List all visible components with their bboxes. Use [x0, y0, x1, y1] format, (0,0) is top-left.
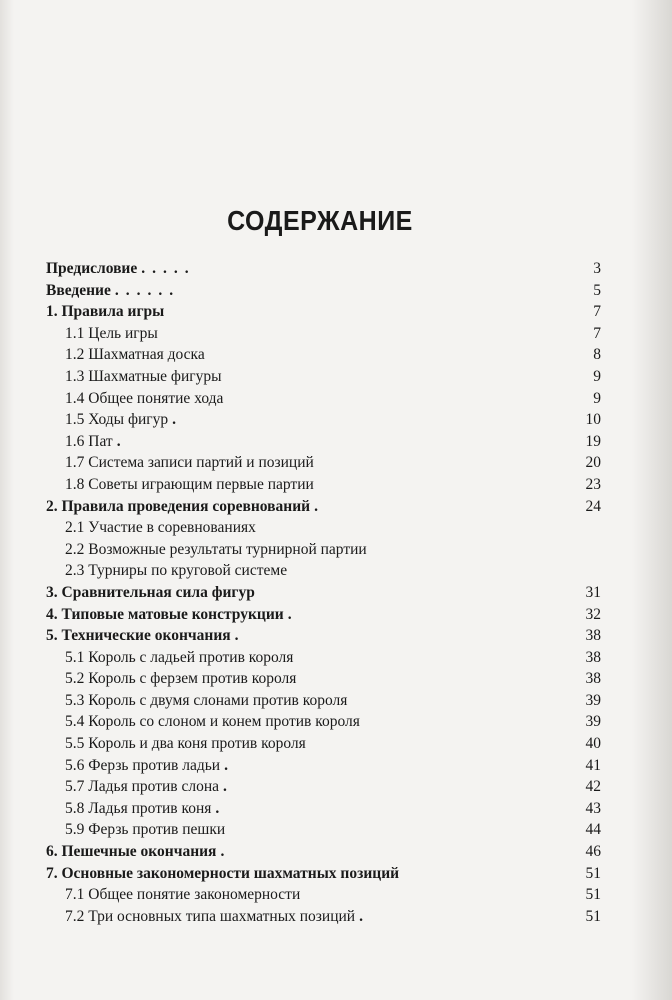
table-of-contents	[46, 258, 601, 927]
toc-page-number: 32	[585, 605, 601, 623]
toc-page-number: 40	[585, 735, 601, 753]
dot-leader: .....	[141, 260, 196, 277]
toc-page-number: 5	[593, 281, 601, 299]
toc-entry-title: 5.8 Ладья против коня	[65, 799, 212, 817]
toc-entry[interactable]	[46, 409, 601, 431]
toc-entry[interactable]	[46, 301, 601, 323]
dot-leader: .	[234, 627, 246, 645]
toc-entry[interactable]	[46, 366, 601, 388]
toc-page-number: 9	[593, 389, 601, 407]
toc-page-number: 8	[593, 346, 601, 364]
toc-entry-title: 1.6 Пат	[65, 432, 113, 450]
toc-entry[interactable]	[46, 884, 601, 906]
toc-page-number: 38	[585, 627, 601, 645]
toc-page-number: 42	[585, 778, 601, 796]
toc-entry-title: 1.2 Шахматная доска	[65, 346, 205, 364]
toc-page-number: 3	[593, 260, 601, 277]
toc-entry[interactable]	[46, 755, 601, 777]
toc-page-number: 20	[585, 454, 601, 472]
toc-entry-title: 5.1 Король с ладьей против короля	[65, 648, 294, 666]
toc-page-number: 51	[585, 907, 601, 925]
toc-entry-title: 6. Пешечные окончания	[46, 843, 217, 861]
toc-page-number: 31	[585, 583, 601, 601]
toc-entry-title: 2. Правила проведения соревнований	[46, 497, 311, 515]
toc-entry-title: 1.3 Шахматные фигуры	[65, 367, 222, 385]
toc-page-number: 39	[585, 691, 601, 709]
dot-leader: .	[215, 799, 227, 817]
toc-entry-title: 2.3 Турниры по круговой системе	[65, 562, 288, 580]
toc-page-number: 10	[585, 411, 601, 429]
toc-entry-title: 1.4 Общее понятие хода	[65, 389, 224, 407]
toc-page-number: 51	[585, 886, 601, 904]
toc-entry[interactable]	[46, 431, 601, 453]
toc-page-number: 44	[585, 821, 601, 839]
toc-page-number: 24	[585, 497, 601, 515]
toc-entry[interactable]	[46, 776, 601, 798]
page-title: СОДЕРЖАНИЕ	[227, 205, 413, 237]
toc-entry-title: 7.1 Общее понятие закономерности	[65, 886, 301, 904]
toc-page-number: 38	[585, 670, 601, 688]
toc-entry-title: 4. Типовые матовые конструкции	[46, 605, 284, 623]
toc-entry-title: 5.5 Король и два коня против короля	[65, 735, 306, 753]
dot-leader: .	[314, 497, 325, 515]
toc-entry-title: 3. Сравнительная сила фигур	[46, 583, 255, 601]
toc-entry-title: 2.2 Возможные результаты турнирной партии	[65, 540, 367, 558]
toc-entry[interactable]	[46, 560, 601, 582]
toc-entry[interactable]	[46, 496, 601, 518]
dot-leader: .	[223, 778, 234, 796]
dot-leader: .	[116, 432, 128, 450]
toc-page-number: 7	[593, 324, 601, 342]
toc-entry-title: 5.4 Король со слоном и конем против короля	[65, 713, 360, 731]
toc-entry-title: 5.9 Ферзь против пешки	[65, 821, 226, 839]
page-edge-shadow-left	[0, 0, 14, 1000]
toc-page-number: 41	[585, 756, 601, 774]
toc-entry[interactable]	[46, 344, 601, 366]
toc-page-number: 23	[585, 475, 601, 493]
toc-page-number: 9	[593, 367, 601, 385]
toc-entry[interactable]	[46, 668, 601, 690]
toc-entry[interactable]	[46, 625, 601, 647]
toc-entry-title: 2.1 Участие в соревнованиях	[65, 519, 256, 537]
toc-page-number: 7	[593, 303, 601, 321]
toc-entry[interactable]	[46, 517, 601, 539]
toc-page-number: 39	[585, 713, 601, 731]
toc-entry[interactable]	[46, 711, 601, 733]
toc-entry[interactable]	[46, 604, 601, 626]
dot-leader: .	[359, 907, 370, 925]
toc-entry-title: 1.8 Советы играющим первые партии	[65, 475, 314, 493]
toc-entry[interactable]	[46, 388, 601, 410]
toc-entry-title: 1.7 Система записи партий и позиций	[65, 454, 314, 472]
toc-entry-title: 5.6 Ферзь против ладьи	[65, 756, 221, 774]
toc-page-number: 51	[585, 864, 601, 882]
toc-entry-title: Предисловие	[46, 260, 138, 277]
dot-leader: .	[287, 605, 299, 623]
toc-entry-title: 5.2 Король с ферзем против короля	[65, 670, 297, 688]
toc-entry[interactable]	[46, 452, 601, 474]
toc-entry-title: 5.3 Король с двумя слонами против короля	[65, 691, 348, 709]
dot-leader: ......	[114, 281, 181, 299]
toc-entry[interactable]	[46, 582, 601, 604]
toc-entry[interactable]	[46, 690, 601, 712]
toc-entry-title: Введение	[46, 281, 111, 299]
toc-entry-title: 5.7 Ладья против слона	[65, 778, 219, 796]
toc-entry[interactable]	[46, 539, 601, 561]
toc-entry-title: 1. Правила игры	[46, 303, 165, 321]
toc-entry[interactable]	[46, 863, 601, 885]
toc-page-number: 43	[585, 799, 601, 817]
dot-leader: .	[172, 411, 184, 429]
dot-leader: .	[224, 756, 235, 774]
toc-entry[interactable]	[46, 647, 601, 669]
toc-entry[interactable]	[46, 258, 601, 280]
toc-entry[interactable]	[46, 819, 601, 841]
toc-entry[interactable]	[46, 280, 601, 302]
page-edge-shadow-right	[632, 0, 672, 1000]
toc-entry[interactable]	[46, 798, 601, 820]
toc-entry[interactable]	[46, 906, 601, 928]
toc-entry[interactable]	[46, 323, 601, 345]
toc-page-number: 46	[585, 843, 601, 861]
dot-leader: .	[220, 843, 232, 861]
toc-entry-title: 7. Основные закономерности шахматных позиций	[46, 864, 400, 882]
toc-entry-title: 1.5 Ходы фигур	[65, 411, 169, 429]
toc-entry-title: 1.1 Цель игры	[65, 324, 158, 342]
toc-page-number: 38	[585, 648, 601, 666]
toc-entry-title: 7.2 Три основных типа шахматных позиций	[65, 907, 356, 925]
toc-entry[interactable]	[46, 474, 601, 496]
toc-page-number: 19	[585, 432, 601, 450]
toc-entry[interactable]	[46, 733, 601, 755]
toc-entry-title: 5. Технические окончания	[46, 627, 231, 645]
toc-entry[interactable]	[46, 841, 601, 863]
